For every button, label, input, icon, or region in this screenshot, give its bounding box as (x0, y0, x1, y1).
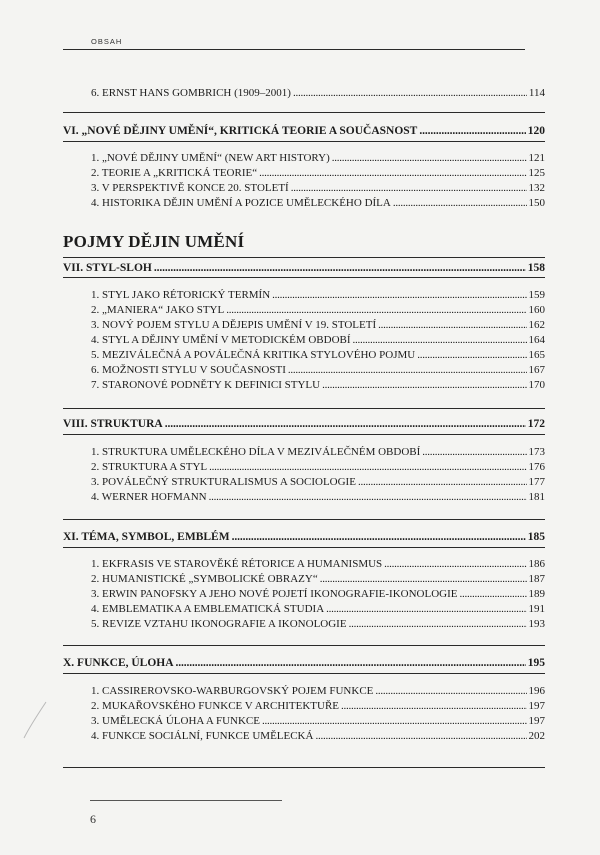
toc-entry-page: 167 (528, 364, 545, 376)
section-rule (63, 408, 545, 409)
leader-dots (288, 363, 527, 377)
leader-dots (262, 714, 527, 728)
toc-entry-label: 6. ERNST HANS GOMBRICH (1909–2001) (91, 87, 291, 99)
toc-entry-label: 2. STRUKTURA A STYL (91, 461, 208, 473)
toc-entry-label: 1. EKFRASIS VE STAROVĚKÉ RÉTORICE A HUMANISMUS (91, 558, 383, 570)
toc-entry-page: 187 (528, 573, 545, 585)
toc-entry[interactable] (91, 490, 545, 504)
running-head: OBSAH (91, 37, 123, 46)
toc-entry-page: 170 (528, 379, 545, 391)
leader-dots (226, 303, 526, 317)
toc-entry-label: 4. FUNKCE SOCIÁLNÍ, FUNKCE UMĚLECKÁ (91, 730, 314, 742)
toc-entry[interactable] (91, 475, 545, 489)
section-rule (63, 257, 545, 258)
toc-entry-page: 150 (528, 197, 545, 209)
leader-dots (375, 684, 526, 698)
leader-dots (293, 86, 527, 100)
section-rule (63, 645, 545, 646)
toc-entry[interactable] (91, 151, 545, 165)
leader-dots (322, 378, 526, 392)
leader-dots (320, 572, 527, 586)
toc-entry-label: 4. WERNER HOFMANN (91, 491, 207, 503)
toc-entry-page: 186 (528, 558, 545, 570)
toc-entry-page: 193 (528, 618, 545, 630)
toc-entry-label: 7. STARONOVÉ PODNĚTY K DEFINICI STYLU (91, 379, 321, 391)
chapter-rule (63, 277, 545, 278)
toc-entry-label: 1. „NOVÉ DĚJINY UMĚNÍ“ (NEW ART HISTORY) (91, 152, 330, 164)
toc-entry-label: 5. REVIZE VZTAHU IKONOGRAFIE A IKONOLOGIE (91, 618, 347, 630)
toc-entry-label: 3. ERWIN PANOFSKY A JEHO NOVÉ POJETÍ IKONOGRAFIE-IKONOLOGIE (91, 588, 458, 600)
toc-entry-page: 132 (528, 182, 545, 194)
toc-entry[interactable] (91, 684, 545, 698)
toc-entry-label: 6. MOŽNOSTI STYLU V SOUČASNOSTI (91, 364, 286, 376)
leader-dots (315, 729, 526, 743)
toc-entry[interactable] (91, 617, 545, 631)
toc-entry-page: 125 (528, 167, 545, 179)
toc-entry-label: 3. UMĚLECKÁ ÚLOHA A FUNKCE (91, 715, 260, 727)
chapter-rule (63, 673, 545, 674)
section-rule (63, 519, 545, 520)
toc-entry-page: 173 (528, 446, 545, 458)
toc-entry[interactable] (91, 699, 545, 713)
bottom-rule (63, 767, 545, 768)
leader-dots (154, 261, 526, 275)
toc-entry-page: 202 (528, 730, 545, 742)
leader-dots (209, 460, 526, 474)
toc-entry[interactable] (91, 348, 545, 362)
toc-entry-page: 196 (528, 685, 545, 697)
toc-chapter[interactable] (63, 124, 545, 138)
toc-entry-page: 159 (528, 289, 545, 301)
toc-entry-label: 1. CASSIREROVSKO-WARBURGOVSKÝ POJEM FUNKCE (91, 685, 374, 697)
leader-dots (393, 196, 527, 210)
toc-chapter-page: 120 (527, 125, 545, 137)
chapter-rule (63, 547, 545, 548)
toc-entry[interactable] (91, 333, 545, 347)
toc-chapter[interactable] (63, 417, 545, 431)
toc-entry[interactable] (91, 729, 545, 743)
pencil-mark (20, 700, 50, 740)
toc-entry-label: 1. STRUKTURA UMĚLECKÉHO DÍLA V MEZIVÁLEČNÉM OBDOBÍ (91, 446, 421, 458)
leader-dots (259, 166, 526, 180)
toc-entry-label: 5. MEZIVÁLEČNÁ A POVÁLEČNÁ KRITIKA STYLOVÉHO POJMU (91, 349, 416, 361)
toc-entry-label: 4. STYL A DĚJINY UMĚNÍ V METODICKÉM OBDOBÍ (91, 334, 351, 346)
toc-entry-page: 177 (528, 476, 545, 488)
leader-dots (422, 445, 526, 459)
leader-dots (165, 417, 526, 431)
toc-entry[interactable] (91, 181, 545, 195)
leader-dots (419, 124, 525, 138)
toc-entry-page: 164 (528, 334, 545, 346)
toc-entry-page: 160 (528, 304, 545, 316)
toc-entry-label: 4. HISTORIKA DĚJIN UMĚNÍ A POZICE UMĚLECKÉHO DÍLA (91, 197, 391, 209)
part-title: POJMY DĚJIN UMĚNÍ (63, 232, 245, 251)
toc-entry-label: 3. V PERSPEKTIVĚ KONCE 20. STOLETÍ (91, 182, 289, 194)
toc-entry[interactable] (91, 166, 545, 180)
toc-entry[interactable] (91, 587, 545, 601)
toc-chapter-label: VII. STYL-SLOH (63, 262, 152, 274)
leader-dots (272, 288, 526, 302)
leader-dots (341, 699, 526, 713)
toc-entry-page: 197 (528, 700, 545, 712)
leader-dots (358, 475, 527, 489)
toc-entry[interactable] (91, 86, 545, 100)
toc-chapter-page: 195 (527, 657, 545, 669)
leader-dots (332, 151, 527, 165)
toc-chapter-page: 172 (527, 418, 545, 430)
toc-chapter-label: VIII. STRUKTURA (63, 418, 163, 430)
toc-entry-page: 189 (528, 588, 545, 600)
toc-entry-label: 2. „MANIERA“ JAKO STYL (91, 304, 225, 316)
toc-entry-label: 2. MUKAŘOVSKÉHO FUNKCE V ARCHITEKTUŘE (91, 700, 340, 712)
toc-entry[interactable] (91, 378, 545, 392)
leader-dots (176, 656, 526, 670)
page-number: 6 (90, 812, 96, 826)
toc-entry-page: 165 (528, 349, 545, 361)
toc-entry[interactable] (91, 288, 545, 302)
toc-entry[interactable] (91, 318, 545, 332)
toc-entry[interactable] (91, 196, 545, 210)
toc-entry[interactable] (91, 303, 545, 317)
toc-entry-page: 162 (528, 319, 545, 331)
leader-dots (326, 602, 526, 616)
toc-entry-label: 3. NOVÝ POJEM STYLU A DĚJEPIS UMĚNÍ V 19. STOLETÍ (91, 319, 377, 331)
footnote-rule (90, 800, 282, 801)
toc-entry-label: 2. HUMANISTICKÉ „SYMBOLICKÉ OBRAZY“ (91, 573, 318, 585)
toc-chapter[interactable] (63, 656, 545, 670)
toc-entry-page: 114 (528, 87, 545, 99)
toc-entry-page: 181 (528, 491, 545, 503)
toc-entry-page: 176 (528, 461, 545, 473)
toc-chapter[interactable] (63, 530, 545, 544)
toc-entry-label: 2. TEORIE A „KRITICKÁ TEORIE“ (91, 167, 258, 179)
toc-entry[interactable] (91, 363, 545, 377)
toc-entry[interactable] (91, 445, 545, 459)
header-rule (63, 49, 525, 50)
toc-entry-label: 3. POVÁLEČNÝ STRUKTURALISMUS A SOCIOLOGIE (91, 476, 356, 488)
chapter-rule (63, 141, 545, 142)
leader-dots (384, 557, 526, 571)
leader-dots (459, 587, 526, 601)
toc-entry[interactable] (91, 557, 545, 571)
leader-dots (417, 348, 526, 362)
toc-entry-page: 191 (528, 603, 545, 615)
section-rule (63, 112, 545, 113)
leader-dots (378, 318, 526, 332)
leader-dots (209, 490, 527, 504)
toc-chapter-page: 185 (527, 531, 545, 543)
toc-chapter-label: XI. TÉMA, SYMBOL, EMBLÉM (63, 531, 230, 543)
toc-entry-page: 121 (528, 152, 545, 164)
toc-entry[interactable] (91, 602, 545, 616)
toc-entry[interactable] (91, 572, 545, 586)
toc-chapter[interactable] (63, 261, 545, 275)
toc-entry-label: 1. STYL JAKO RÉTORICKÝ TERMÍN (91, 289, 271, 301)
leader-dots (291, 181, 527, 195)
leader-dots (353, 333, 527, 347)
leader-dots (232, 530, 526, 544)
toc-entry-page: 197 (528, 715, 545, 727)
toc-entry-label: 4. EMBLEMATIKA A EMBLEMATICKÁ STUDIA (91, 603, 325, 615)
chapter-rule (63, 434, 545, 435)
toc-chapter-label: VI. „NOVÉ DĚJINY UMĚNÍ“, KRITICKÁ TEORIE A SOUČASNOST (63, 125, 418, 137)
leader-dots (349, 617, 527, 631)
toc-entry[interactable] (91, 714, 545, 728)
toc-chapter-label: X. FUNKCE, ÚLOHA (63, 657, 174, 669)
toc-entry[interactable] (91, 460, 545, 474)
toc-chapter-page: 158 (527, 262, 545, 274)
